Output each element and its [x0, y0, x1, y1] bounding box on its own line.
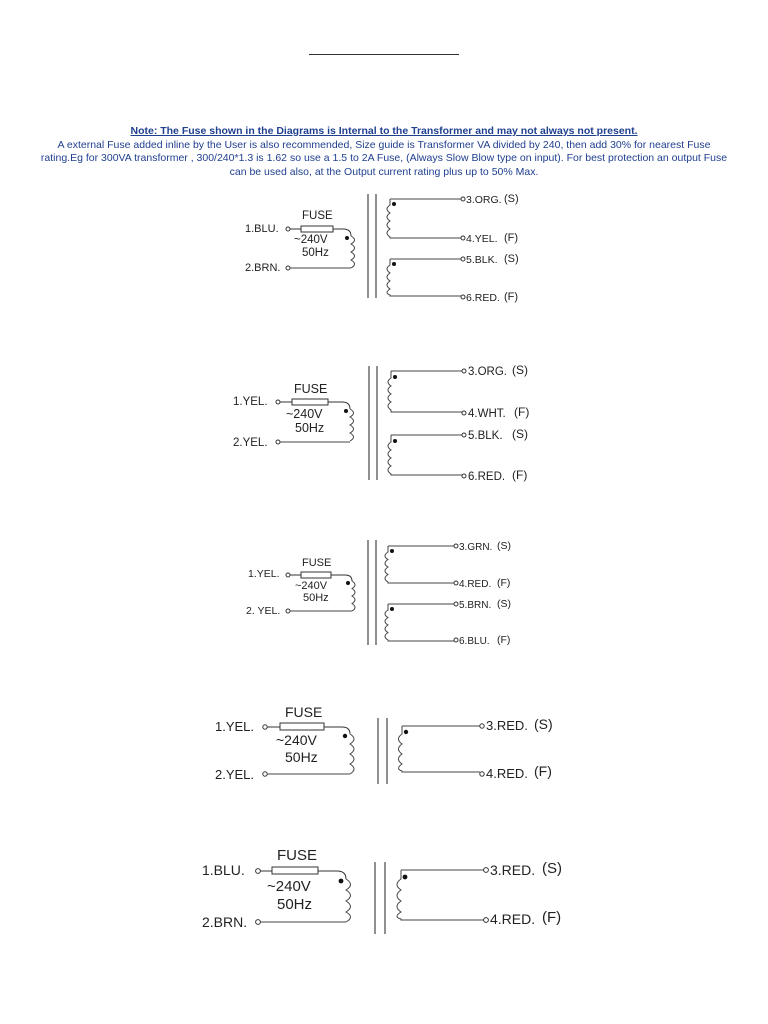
primary-terminal-1-label: 1.YEL. — [248, 568, 280, 580]
fuse-symbol — [280, 723, 324, 730]
note-body: A external Fuse added inline by the User is also recommended, Size guide is Transformer VA divided by 240, then add 30% for nearest Fuse rating.Eg for 300VA transformer , 300/240*1.3 is 1.62 so use a 1.5 to 2A Fuse, (Always Slow Blow type on input). For best protection an output Fuse can be used also, at the Output current rating plus up to 50% Max. — [40, 138, 728, 178]
primary-polarity-dot — [345, 236, 349, 240]
primary-terminal-1 — [256, 869, 261, 874]
output-terminal-6 — [461, 295, 465, 299]
output-4-tag: (F) — [504, 232, 519, 244]
primary-terminal-2-label: 2.YEL. — [215, 767, 255, 782]
voltage-label: ~240V — [276, 732, 317, 748]
secondary-coil-1 — [385, 546, 454, 583]
output-terminal-6 — [462, 474, 466, 478]
wiring-diagram-3 — [245, 535, 535, 655]
primary-terminal-2 — [286, 266, 290, 270]
secondary-coil-2 — [387, 259, 461, 296]
output-3-tag: (S) — [497, 540, 511, 552]
output-6-tag: (F) — [512, 468, 528, 482]
fuse-symbol — [292, 399, 328, 405]
voltage-label: ~240V — [295, 580, 328, 592]
output-6-label: 6.BLU. — [459, 636, 490, 647]
secondary-polarity-dot-1 — [393, 375, 397, 379]
secondary-polarity-dot — [403, 875, 408, 880]
fuse-label: FUSE — [285, 704, 323, 720]
output-terminal-5 — [454, 602, 458, 606]
secondary-polarity-dot-2 — [393, 439, 397, 443]
output-terminal-3 — [484, 868, 489, 873]
voltage-label: ~240V — [286, 407, 323, 421]
secondary-coil-2 — [388, 435, 462, 475]
fuse-label: FUSE — [294, 382, 328, 396]
secondary-coil-1 — [387, 199, 461, 238]
output-3-tag: (S) — [504, 193, 519, 205]
output-terminal-4 — [454, 581, 458, 585]
primary-terminal-1 — [286, 573, 290, 577]
primary-polarity-dot — [339, 879, 344, 884]
output-4-label: 4.YEL. — [466, 233, 498, 245]
output-4-tag: (F) — [534, 763, 552, 779]
fuse-label: FUSE — [302, 557, 332, 569]
primary-polarity-dot — [343, 734, 347, 738]
primary-terminal-1-label: 1.YEL. — [233, 396, 268, 408]
secondary-polarity-dot — [404, 730, 408, 734]
note-heading: Note: The Fuse shown in the Diagrams is Internal to the Transformer and may not always not present. — [130, 125, 638, 137]
primary-terminal-1 — [276, 400, 280, 404]
primary-terminal-1-label: 1.BLU. — [245, 223, 279, 235]
output-5-tag: (S) — [504, 253, 519, 265]
frequency-label: 50Hz — [295, 421, 325, 435]
output-6-tag: (F) — [504, 291, 519, 303]
frequency-label: 50Hz — [277, 896, 313, 913]
output-4-label: 4.RED. — [459, 579, 492, 590]
output-3-tag: (S) — [542, 860, 562, 877]
output-terminal-3 — [461, 197, 465, 201]
secondary-polarity-dot-2 — [390, 607, 394, 611]
output-terminal-5 — [462, 433, 466, 437]
fuse-label: FUSE — [277, 847, 318, 864]
frequency-label: 50Hz — [303, 592, 329, 604]
wiring-diagram-4 — [212, 698, 562, 788]
primary-terminal-1 — [286, 227, 290, 231]
wiring-diagram-2 — [230, 360, 540, 490]
fuse-note — [40, 125, 728, 179]
output-5-label: 5.BRN. — [459, 600, 492, 611]
output-5-label: 5.BLK. — [466, 254, 498, 266]
secondary-coil-1 — [388, 371, 462, 412]
output-3-tag: (S) — [534, 716, 553, 732]
output-4-label: 4.RED. — [486, 766, 528, 781]
output-4-label: 4.RED. — [490, 911, 536, 927]
output-6-label: 6.RED. — [468, 471, 506, 483]
wiring-diagram-5 — [200, 840, 570, 940]
primary-terminal-2 — [286, 609, 290, 613]
output-terminal-3 — [454, 544, 458, 548]
output-3-label: 3.ORG. — [468, 366, 507, 378]
primary-terminal-2-label: 2.BRN. — [245, 262, 281, 274]
top-rule — [309, 54, 459, 55]
output-terminal-4 — [480, 772, 484, 776]
output-terminal-6 — [454, 638, 458, 642]
primary-terminal-2 — [256, 920, 261, 925]
output-3-label: 3.RED. — [490, 862, 536, 878]
output-terminal-3 — [462, 369, 466, 373]
primary-terminal-1-label: 1.YEL. — [215, 719, 255, 734]
wiring-diagram-1 — [235, 188, 535, 308]
output-3-label: 3.ORG. — [466, 194, 502, 206]
frequency-label: 50Hz — [302, 247, 329, 259]
secondary-coil-2 — [385, 604, 454, 641]
fuse-label: FUSE — [302, 210, 333, 222]
output-terminal-4 — [484, 918, 489, 923]
output-terminal-3 — [480, 724, 484, 728]
fuse-symbol — [272, 867, 318, 874]
voltage-label: ~240V — [267, 878, 311, 895]
output-5-label: 5.BLK. — [468, 430, 503, 442]
output-4-tag: (F) — [542, 909, 562, 926]
frequency-label: 50Hz — [285, 749, 318, 765]
fuse-symbol — [301, 226, 333, 232]
secondary-polarity-dot-2 — [392, 262, 396, 266]
output-terminal-5 — [461, 257, 465, 261]
output-3-label: 3.GRN. — [459, 542, 493, 553]
output-4-label: 4.WHT. — [468, 408, 506, 420]
output-4-tag: (F) — [514, 405, 530, 419]
primary-polarity-dot — [346, 581, 350, 585]
output-4-tag: (F) — [497, 577, 511, 589]
output-3-label: 3.RED. — [486, 718, 528, 733]
secondary-coil — [397, 870, 484, 920]
fuse-symbol — [301, 572, 331, 578]
primary-terminal-2-label: 2. YEL. — [246, 605, 281, 617]
primary-terminal-2 — [263, 772, 267, 776]
primary-terminal-1 — [263, 725, 267, 729]
output-6-label: 6.RED. — [466, 292, 500, 304]
output-3-tag: (S) — [512, 363, 528, 377]
output-5-tag: (S) — [512, 427, 528, 441]
output-5-tag: (S) — [497, 598, 511, 610]
primary-terminal-2 — [276, 440, 280, 444]
secondary-polarity-dot-1 — [392, 202, 396, 206]
output-6-tag: (F) — [497, 634, 511, 646]
secondary-polarity-dot-1 — [390, 549, 394, 553]
primary-terminal-1-label: 1.BLU. — [202, 862, 245, 878]
primary-polarity-dot — [344, 409, 348, 413]
primary-terminal-2-label: 2.BRN. — [202, 914, 248, 930]
output-terminal-4 — [462, 411, 466, 415]
output-terminal-4 — [461, 236, 465, 240]
secondary-coil — [399, 726, 481, 772]
voltage-label: ~240V — [294, 234, 328, 246]
primary-terminal-2-label: 2.YEL. — [233, 437, 268, 449]
